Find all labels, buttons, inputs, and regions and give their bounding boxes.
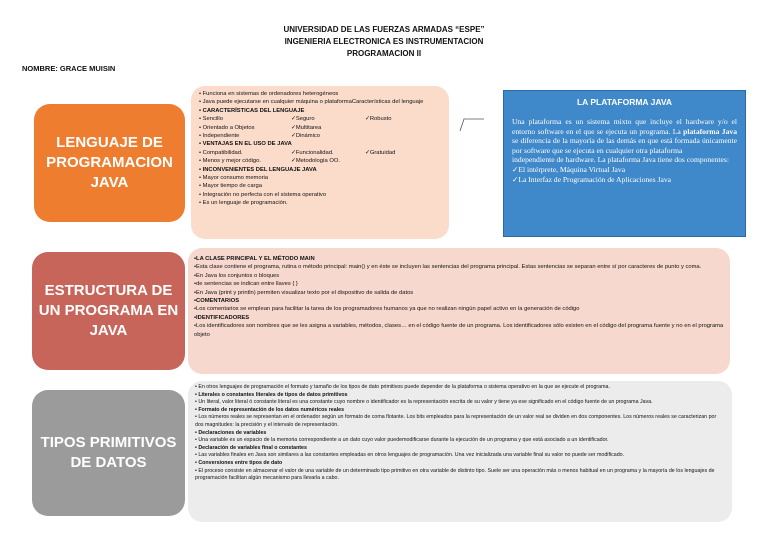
panel-estructura — [188, 248, 730, 374]
line: •Los comentarios se emplean para facilitar la tarea de los programadores humanos ya que no realizan ningún papel activo en la generación de código — [194, 306, 580, 313]
ventaja: ✓Gratuidad — [365, 149, 396, 156]
course-title: PROGRAMACION II — [346, 49, 422, 58]
platform-p1-bold: plataforma Java — [683, 126, 737, 136]
connector-line-icon — [459, 118, 485, 132]
chars-row — [199, 115, 441, 123]
section-title-lenguaje: LENGUAJE DE PROGRAMACION JAVA — [34, 104, 185, 222]
line: • El proceso consiste en almacenar el valor de una variable de un determinado tipo primitivo en otra variable de distinto tipo. Suele ser una operación más o menos habitual en un programa y la mayoría de los lenguajes de programación facilitan algún mecanismo para llevarla a cabo. — [195, 467, 715, 482]
line: • Declaraciones de variables — [195, 429, 267, 436]
section-title-estructura: ESTRUCTURA DE UN PROGRAMA EN JAVA — [32, 252, 185, 370]
platform-box — [503, 90, 746, 237]
line: • Los números reales se representan en el ordenador según un formato de coma flotante. Los bits empleados para la representación de un valor real se dividen en dos componentes. Los números reales se caracterizan por dos magnitudes: la precisión y el intervalo de representación. — [195, 414, 717, 428]
line: • Java puede ejecutarse en cualquier máquina o plataformaCaracterísticas del lenguaje — [199, 99, 424, 106]
line: • Declaración de variables final o constantes — [195, 444, 307, 451]
platform-item: ✓El intérprete, Máquina Virtual Java — [512, 164, 626, 174]
char: • Orientado a Objetos — [199, 124, 255, 131]
line: •En Java (print y println) permiten visualizar texto por el dispositivo de salida de datos — [194, 289, 414, 296]
chars-row — [199, 124, 441, 132]
line: • Las variables finales en Java son similares a las constantes empleadas en otros lenguajes de programación. Una vez inicializada una variable final su valor no puede ser modificado. — [195, 452, 625, 459]
line: • Un literal, valor literal ó constante literal es una constante cuyo nombre o identificador es la representación escrita de su valor y tiene ya ese significado en el código fuente de un programa Java. — [195, 399, 653, 406]
platform-p1c: se diferencia de la mayoría de las demás en que está formada únicamente por software que se ejecuta en cualquier otra plataforma — [512, 136, 737, 155]
program-title: INGENIERIA ELECTRONICA ES INSTRUMENTACION — [284, 37, 484, 46]
line: •de sentencias se indican entre llaves { } — [194, 281, 298, 288]
platform-p2: independiente de hardware. La plataforma Java tiene dos componentes: — [512, 155, 729, 165]
line: • Mayor tiempo de carga — [199, 183, 262, 190]
heading: • CARACTERÍSTICAS DEL LENGUAJE — [199, 107, 305, 114]
char: ✓Seguro — [291, 116, 315, 123]
ventaja: ✓Metodología OO. — [291, 158, 341, 165]
section-title-tipos: TIPOS PRIMITIVOS DE DATOS — [32, 390, 185, 516]
chars-row — [199, 132, 441, 140]
line: • Funciona en sistemas de ordenadores heterogéneos — [199, 91, 339, 97]
ventajas-row — [199, 149, 441, 157]
ventaja: • Compatibilidad. — [199, 149, 243, 156]
char: • Independiente — [199, 133, 240, 140]
student-name: NOMBRE: GRACE MUISIN — [22, 64, 116, 73]
line: •IDENTIFICADORES — [194, 314, 250, 321]
heading: • INCONVENIENTES DEL LENGUAJE JAVA — [199, 166, 317, 173]
platform-item: ✓La Interfaz de Programación de Aplicaciones Java — [512, 174, 672, 184]
heading: • VENTAJAS EN EL USO DE JAVA — [199, 141, 292, 148]
char: ✓Dinámico — [291, 133, 321, 140]
platform-p1: Una plataforma es un sistema mixto que incluye el hardware y/o el entorno software en el que se ejecuta un programa. La — [512, 117, 737, 136]
line: • Conversiones entre tipos de dato — [195, 459, 283, 466]
line: • En otros lenguajes de programación el formato y tamaño de los tipos de dato primitivos puede depender de la plataforma o sistema operativo en la que se ejecute el programa. — [195, 384, 610, 390]
ventajas-row — [199, 157, 441, 165]
university-title: UNIVERSIDAD DE LAS FUERZAS ARMADAS “ESPE” — [283, 25, 485, 34]
panel-tipos — [188, 381, 732, 522]
line: • Es un lenguaje de programación. — [199, 200, 288, 207]
ventaja: ✓Funcionalidad. — [291, 149, 334, 156]
ventaja: • Menos y mejor código. — [199, 158, 261, 165]
platform-title: LA PLATAFORMA JAVA — [576, 97, 673, 107]
char: • Sencillo — [199, 116, 223, 123]
line: •LA CLASE PRINCIPAL Y EL MÉTODO MAIN — [194, 256, 315, 262]
line: •En Java los conjuntos o bloques — [194, 272, 280, 279]
line: • Mayor consumo memoria — [199, 175, 269, 182]
line: • Formato de representación de los datos numéricos reales — [195, 406, 345, 413]
panel-lenguaje — [191, 86, 449, 239]
platform-text — [504, 107, 745, 184]
char: ✓Multitarea — [291, 124, 322, 131]
line: • Literales o constantes literales de tipos de datos primitivos — [195, 391, 348, 398]
line: • Una variable es un espacio de la memoria correspondiente a un dato cuyo valor puedemodificarse durante la ejecución de un programa y que está asociado a un identificador. — [195, 437, 609, 444]
char: ✓Robusto — [365, 116, 392, 123]
line: •COMENTARIOS — [194, 298, 240, 305]
line: •Esta clase contiene el programa, rutina o método principal: main() y en éste se incluyen las sentencias del programa principal. Estas sentencias se separan entre sí por caracteres de punto y coma. — [194, 264, 702, 271]
line: •Los identificadores son nombres que se les asigna a variables, métodos, clases… en el código fuente de un programa. Los identificadores sólo existen en el código del programa fuente y no en el programa objeto — [194, 323, 724, 338]
line: • Integración no perfecta con el sistema operativo — [199, 191, 327, 198]
